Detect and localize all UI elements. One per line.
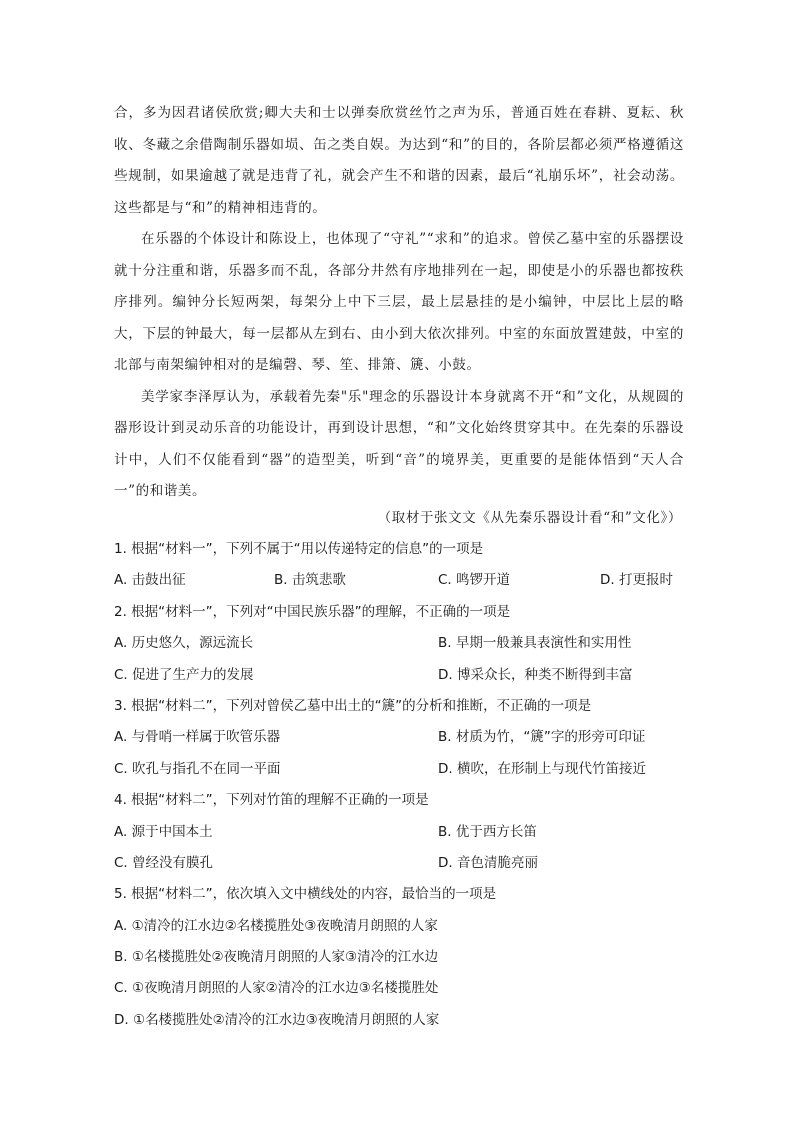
option-b[interactable]: B. ①名楼揽胜处②夜晚清月朗照的人家③清冷的江水边 (114, 949, 439, 966)
option-b[interactable]: B. 优于西方长笛 (438, 823, 537, 840)
option-b[interactable]: B. 击筑悲歌 (274, 572, 346, 589)
option-c[interactable]: C. 促进了生产力的发展 (114, 666, 254, 683)
passage-paragraph: 合，多为因君诸侯欣赏;卿大夫和士以弹奏欣赏丝竹之声为乐，普通百姓在春耕、夏耘、秋收、冬藏之余借陶制乐器如埙、缶之类自娱。为达到“和”的目的，各阶层都必须严格遵循这些规制，如果逾越了就是违背了礼，就会产生不和谐的因素，最后“礼崩乐坏”，社会动荡。这些都是与“和”的精神相违背的。 (114, 105, 684, 216)
option-d[interactable]: D. 打更报时 (600, 572, 673, 589)
passage-source: （取材于张文文《从先秦乐器设计看“和”文化》） (377, 510, 682, 526)
option-row (114, 754, 694, 785)
question-stem: 4. 根据“材料二”，下列对竹笛的理解不正确的一项是 (114, 792, 429, 809)
option-d[interactable]: D. 横吹，在形制上与现代竹笛接近 (438, 760, 646, 777)
option-d[interactable]: D. 博采众长，种类不断得到丰富 (438, 666, 633, 683)
option-a[interactable]: A. 与骨哨一样属于吹管乐器 (114, 729, 281, 746)
question-list (114, 534, 694, 1036)
option-row (114, 565, 694, 596)
option-row (114, 817, 694, 848)
option-d[interactable]: D. ①名楼揽胜处②清冷的江水边③夜晚清月朗照的人家 (114, 1011, 440, 1028)
option-row (114, 722, 694, 753)
option-c[interactable]: C. 吹孔与指孔不在同一平面 (114, 760, 281, 777)
option-b[interactable]: B. 材质为竹，“篪”字的形旁可印证 (438, 729, 646, 746)
question-stem: 5. 根据“材料二”，依次填入文中横线处的内容，最恰当的一项是 (114, 886, 497, 903)
option-a[interactable]: A. 源于中国本土 (114, 823, 213, 840)
option-a[interactable]: A. 击鼓出征 (114, 572, 186, 589)
question-stem: 3. 根据“材料二”，下列对曾侯乙墓中出土的“篪”的分析和推断，不正确的一项是 (114, 697, 592, 714)
option-a[interactable]: A. ①清冷的江水边②名楼揽胜处③夜晚清月朗照的人家 (114, 917, 438, 934)
option-row (114, 628, 694, 659)
passage-paragraph: 在乐器的个体设计和陈设上，也体现了“守礼”“求和”的追求。曾侯乙墓中室的乐器摆设就十分注重和谐，乐器多而不乱，各部分井然有序地排列在一起，即使是小的乐器也都按秩序排列。编钟分长短两架，每架分上中下三层，最上层悬挂的是小编钟，中层比上层的略大，下层的钟最大，每一层都从左到右、由小到大依次排列。中室的东面放置建鼓，中室的北部与南架编钟相对的是编磬、琴、笙、排箫、篪、小鼓。 (114, 231, 684, 373)
option-c[interactable]: C. 曾经没有膜孔 (114, 854, 214, 871)
question-stem: 1. 根据“材料一”，下列不属于“用以传递特定的信息”的一项是 (114, 541, 484, 557)
passage-paragraph: 美学家李泽厚认为，承载着先秦"乐"理念的乐器设计本身就离不开“和”文化，从规圆的器形设计到灵动乐音的功能设计，再到设计思想，“和”文化始终贯穿其中。在先秦的乐器设计中，人们不仅能看到“器”的造型美，听到“音”的境界美，更重要的是能体悟到“天人合一”的和谐美。 (114, 388, 684, 499)
option-b[interactable]: B. 早期一般兼具表演性和实用性 (438, 635, 632, 652)
reading-passage (114, 98, 684, 508)
question-stem: 2. 根据“材料一”，下列对“中国民族乐器”的理解，不正确的一项是 (114, 603, 511, 620)
option-a[interactable]: A. 历史悠久，源远流长 (114, 635, 254, 652)
option-row (114, 660, 694, 691)
option-d[interactable]: D. 音色清脆亮丽 (438, 854, 538, 871)
option-c[interactable]: C. ①夜晚清月朗照的人家②清冷的江水边③名楼揽胜处 (114, 980, 439, 997)
option-row (114, 848, 694, 879)
option-c[interactable]: C. 鸣锣开道 (438, 572, 511, 589)
